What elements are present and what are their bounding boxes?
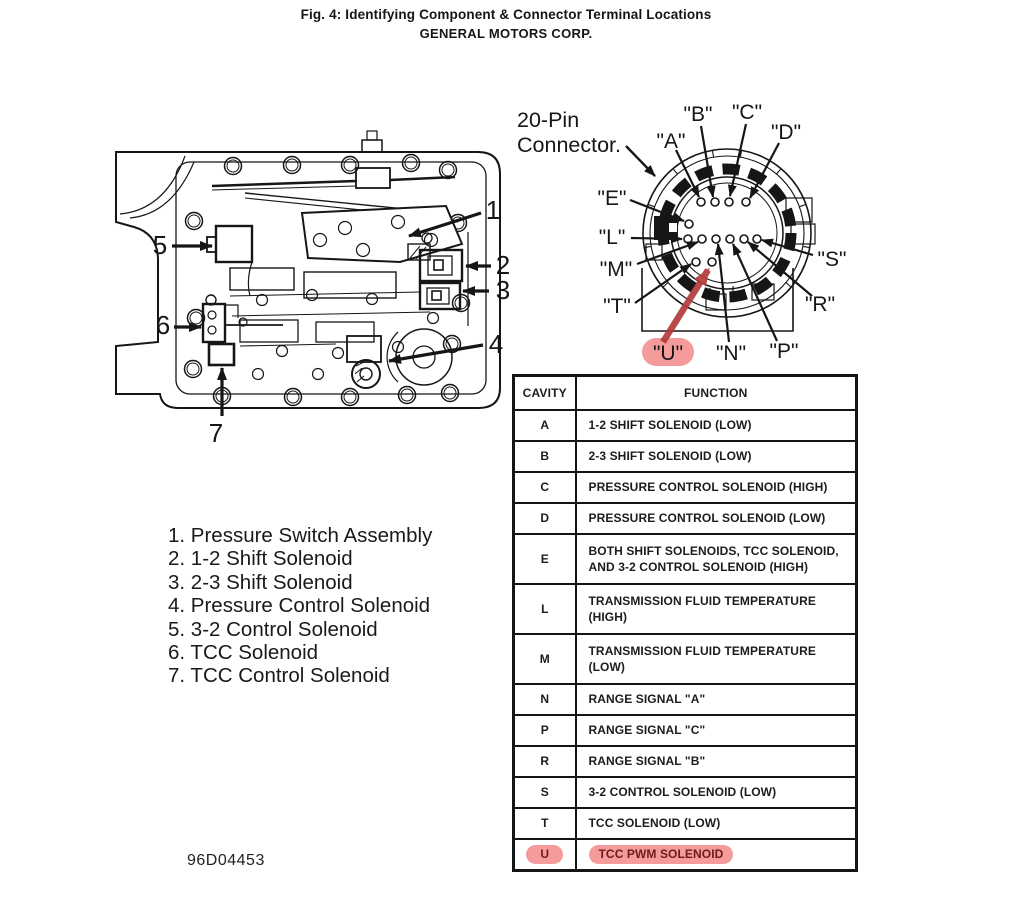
legend-item: 4. Pressure Control Solenoid bbox=[168, 594, 431, 618]
callout-3: 3 bbox=[495, 275, 511, 305]
component-legend bbox=[168, 524, 432, 688]
pin-label-T: "T" bbox=[603, 295, 631, 318]
valve-body-linework bbox=[116, 131, 500, 408]
pin-A bbox=[697, 198, 705, 206]
table-row: B 2-3 SHIFT SOLENOID (LOW) bbox=[514, 441, 857, 472]
highlight-cavity-u: U bbox=[526, 845, 563, 863]
table-row: R RANGE SIGNAL "B" bbox=[514, 746, 857, 777]
pin-label-E: "E" bbox=[597, 187, 627, 210]
callout-7: 7 bbox=[208, 418, 224, 448]
highlight-function-u: TCC PWM SOLENOID bbox=[589, 845, 734, 863]
pin-C bbox=[725, 198, 733, 206]
pin-label-C: "C" bbox=[731, 101, 763, 124]
callout-5: 5 bbox=[152, 230, 168, 260]
table-row: E BOTH SHIFT SOLENOIDS, TCC SOLENOID, AND 3-2 CONTROL SOLENOID (HIGH) bbox=[514, 534, 857, 584]
table-header-row bbox=[514, 376, 857, 411]
table-row: S 3-2 CONTROL SOLENOID (LOW) bbox=[514, 777, 857, 808]
callout-2: 2 bbox=[495, 250, 511, 280]
pin-D bbox=[742, 198, 750, 206]
legend-item: 7. TCC Control Solenoid bbox=[168, 664, 390, 688]
table-row: D PRESSURE CONTROL SOLENOID (LOW) bbox=[514, 503, 857, 534]
pin-label-R: "R" bbox=[804, 293, 836, 316]
table-row: M TRANSMISSION FLUID TEMPERATURE (LOW) bbox=[514, 634, 857, 684]
pin-label-U: "U" bbox=[652, 342, 684, 365]
pin-label-A: "A" bbox=[656, 130, 686, 153]
header-function: FUNCTION bbox=[576, 376, 857, 411]
valve-body-figure bbox=[100, 128, 515, 460]
pin-label-S: "S" bbox=[817, 248, 847, 271]
header-cavity: CAVITY bbox=[514, 376, 576, 411]
pin-label-D: "D" bbox=[770, 121, 802, 144]
pin-L bbox=[684, 235, 692, 243]
table-row-highlighted bbox=[514, 839, 857, 871]
connector-figure bbox=[505, 95, 867, 370]
table-row: T TCC SOLENOID (LOW) bbox=[514, 808, 857, 839]
callout-6: 6 bbox=[155, 310, 171, 340]
table-row: C PRESSURE CONTROL SOLENOID (HIGH) bbox=[514, 472, 857, 503]
pin-M bbox=[698, 235, 706, 243]
pin-N bbox=[712, 235, 720, 243]
pin-label-P: "P" bbox=[769, 340, 799, 363]
callout-1: 1 bbox=[485, 195, 501, 225]
pin-P bbox=[726, 235, 734, 243]
connector-caption-line1: 20-Pin bbox=[517, 108, 580, 132]
table-row: L TRANSMISSION FLUID TEMPERATURE (HIGH) bbox=[514, 584, 857, 634]
figure-subtitle: GENERAL MOTORS CORP. bbox=[419, 26, 593, 41]
pin-U bbox=[708, 258, 716, 266]
pin-label-N: "N" bbox=[715, 342, 747, 365]
legend-item: 6. TCC Solenoid bbox=[168, 641, 319, 665]
pin-label-B: "B" bbox=[683, 103, 713, 126]
figure-title: Fig. 4: Identifying Component & Connector Terminal Locations bbox=[300, 7, 712, 22]
pin-T bbox=[692, 258, 700, 266]
connector-caption-line2: Connector. bbox=[517, 133, 621, 157]
pin-R bbox=[740, 235, 748, 243]
cavity-function-table bbox=[512, 374, 858, 872]
legend-item: 1. Pressure Switch Assembly bbox=[168, 524, 433, 547]
connector-pins bbox=[684, 198, 761, 266]
pin-label-M: "M" bbox=[599, 258, 633, 281]
table-row: N RANGE SIGNAL "A" bbox=[514, 684, 857, 715]
pin-S bbox=[753, 235, 761, 243]
legend-item: 5. 3-2 Control Solenoid bbox=[168, 617, 378, 641]
pin-E bbox=[685, 220, 693, 228]
pin-B bbox=[711, 198, 719, 206]
pin-label-L: "L" bbox=[598, 226, 626, 249]
callout-4: 4 bbox=[488, 329, 504, 359]
table-row: A 1-2 SHIFT SOLENOID (LOW) bbox=[514, 410, 857, 441]
document-number: 96D04453 bbox=[187, 852, 265, 869]
legend-item: 3. 2-3 Shift Solenoid bbox=[168, 570, 353, 594]
legend-item: 2. 1-2 Shift Solenoid bbox=[168, 547, 353, 571]
table-row: P RANGE SIGNAL "C" bbox=[514, 715, 857, 746]
